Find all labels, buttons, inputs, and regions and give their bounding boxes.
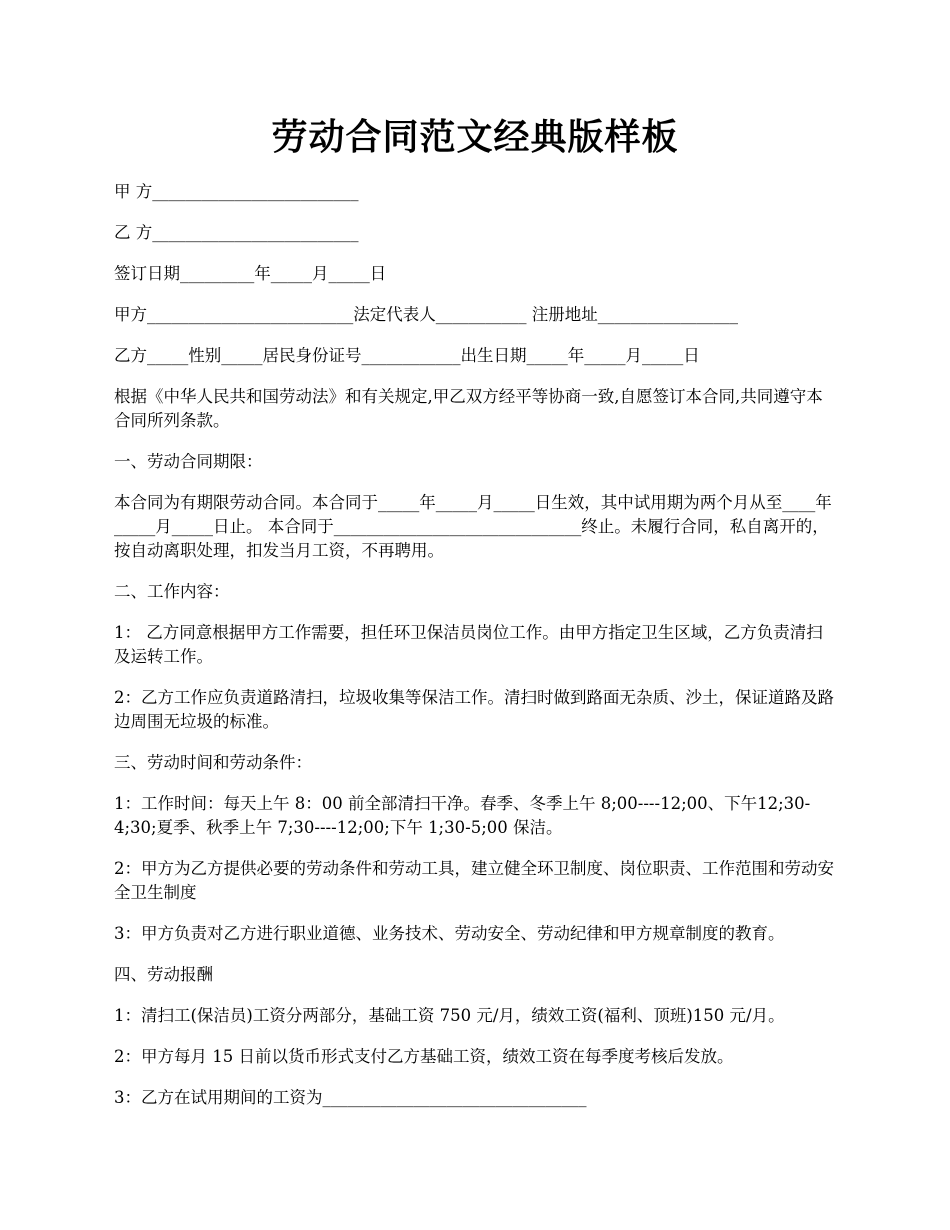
working-hours-item-1: 1：工作时间：每天上午 8：00 前全部清扫干净。春季、冬季上午 8;00----12;00、下午12;30-4;30;夏季、秋季上午 7;30----12;00;下午 1;30-5;00 保洁。 — [114, 794, 811, 837]
work-content-item-2: 2：乙方工作应负责道路清扫，垃圾收集等保洁工作。清扫时做到路面无杂质、沙土，保证道路及路边周围无垃圾的标准。 — [114, 688, 834, 731]
section-heading-term: 一、劳动合同期限： — [114, 452, 263, 471]
section-heading-working-hours: 三、劳动时间和劳动条件： — [114, 753, 312, 772]
document-title: 劳动合同范文经典版样板 — [271, 116, 679, 158]
term-paragraph: 本合同为有期限劳动合同。本合同于_____年_____月_____日生效，其中试用期为两个月从至____年_____月_____日止。 本合同于______________________________终止。未履行合同，私自离开的，按自动离职处理，扣发当月工资，不再聘用。 — [114, 493, 832, 560]
remuneration-item-2: 2：甲方每月 15 日前以货币形式支付乙方基础工资，绩效工资在每季度考核后发放。 — [114, 1047, 734, 1066]
section-heading-work-content: 二、工作内容： — [114, 582, 230, 601]
remuneration-item-3: 3：乙方在试用期间的工资为________________________________ — [114, 1088, 587, 1107]
working-hours-item-3: 3：甲方负责对乙方进行职业道德、业务技术、劳动安全、劳动纪律和甲方规章制度的教育。 — [114, 924, 785, 943]
working-hours-item-2: 2：甲方为乙方提供必要的劳动条件和劳动工具，建立健全环卫制度、岗位职责、工作范围和劳动安全卫生制度 — [114, 859, 834, 902]
party-a-details-line: 甲方_________________________法定代表人___________ 注册地址_________________ — [114, 305, 738, 324]
preamble-paragraph: 根据《中华人民共和国劳动法》和有关规定,甲乙双方经平等协商一致,自愿签订本合同,共同遵守本合同所列条款。 — [114, 387, 823, 430]
party-a-line: 甲 方_________________________ — [114, 182, 359, 201]
remuneration-item-1: 1：清扫工(保洁员)工资分两部分，基础工资 750 元/月，绩效工资(福利、顶班)150 元/月。 — [114, 1006, 785, 1025]
party-b-details-line: 乙方_____性别_____居民身份证号____________出生日期_____年_____月_____日 — [114, 346, 700, 365]
party-b-line: 乙 方_________________________ — [114, 223, 359, 242]
work-content-item-1: 1： 乙方同意根据甲方工作需要，担任环卫保洁员岗位工作。由甲方指定卫生区域，乙方负责清扫及运转工作。 — [114, 623, 823, 666]
section-heading-remuneration: 四、劳动报酬 — [114, 965, 213, 984]
signing-date-line: 签订日期_________年_____月_____日 — [114, 264, 387, 283]
document-body — [114, 180, 836, 1127]
